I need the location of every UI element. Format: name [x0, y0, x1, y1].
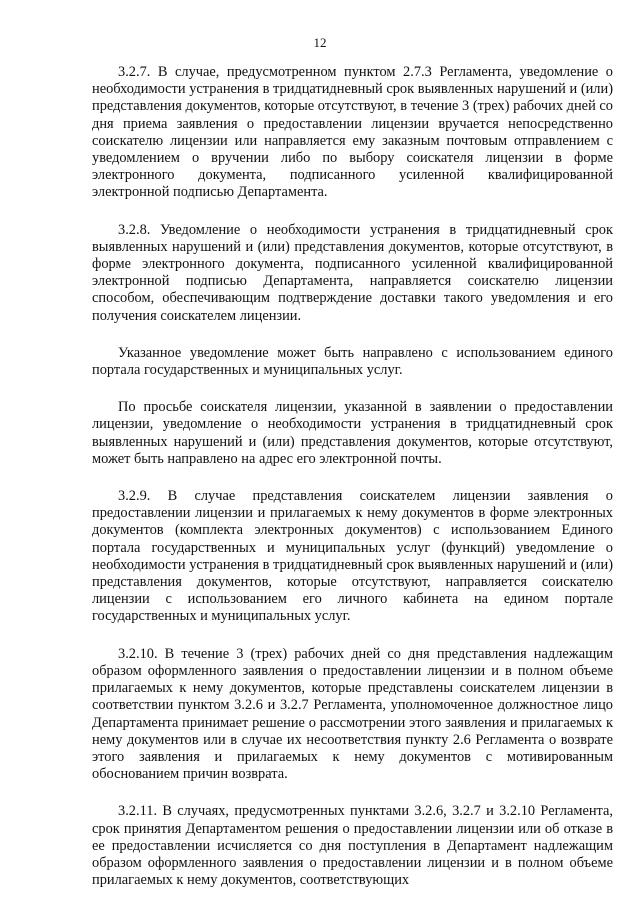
paragraph-3-2-8: 3.2.8. Уведомление о необходимости устранения в тридцатидневный срок выявленных нарушений и (или) представления документов, которые отсутствуют, в форме электронного документа, подписанного усиленной квалифицированной электронной подписью Департамента, направляется соискателю лицензии способом, обеспечивающим подтверждение доставки такого уведомления и его получения соискателем лицензии. [92, 221, 613, 324]
page-number: 12 [313, 35, 327, 50]
paragraph-3-2-11: 3.2.11. В случаях, предусмотренных пунктами 3.2.6, 3.2.7 и 3.2.10 Регламента, срок принятия Департаментом решения о предоставлении лицензии или об отказе в ее предоставлении исчисляется со дня поступления в Департамент надлежащим образом оформленного заявления о предоставлении лицензии и в полном объеме прилагаемых к нему документов, соответствующих [92, 803, 613, 889]
document-body [92, 64, 613, 889]
paragraph-notification-portal: Указанное уведомление может быть направлено с использованием единого портала государственных и муниципальных услуг. [92, 344, 613, 379]
paragraph-3-2-9: 3.2.9. В случае представления соискателем лицензии заявления о предоставлении лицензии и прилагаемых к нему документов в форме электронных документов (комплекта электронных документов) с использованием Единого портала государственных и муниципальных услуг (функций) уведомление о необходимости устранения в тридцатидневный срок выявленных нарушений и (или) представления документов, которые отсутствуют, направляется соискателю лицензии с использованием его личного кабинета на едином портале государственных и муниципальных услуг. [92, 488, 613, 625]
paragraph-3-2-10: 3.2.10. В течение 3 (трех) рабочих дней со дня представления надлежащим образом оформленного заявления о предоставлении лицензии и в полном объеме прилагаемых к нему документов, которые представлены соискателем лицензии в соответствии пунктом 3.2.6 и 3.2.7 Регламента, уполномоченное должностное лицо Департамента принимает решение о рассмотрении этого заявления и прилагаемых к нему документов или в случае их несоответствия пункту 2.6 Регламента о возврате этого заявления и прилагаемых к нему документов с мотивированным обоснованием причин возврата. [92, 645, 613, 783]
paragraph-email-request: По просьбе соискателя лицензии, указанной в заявлении о предоставлении лицензии, уведомление о необходимости устранения в тридцатидневный срок выявленных нарушений и (или) представления документов, которые отсутствуют, может быть направлено на адрес его электронной почты. [92, 399, 613, 467]
paragraph-3-2-7: 3.2.7. В случае, предусмотренном пунктом 2.7.3 Регламента, уведомление о необходимости устранения в тридцатидневный срок выявленных нарушений и (или) представления документов, которые отсутствуют, в течение 3 (трех) рабочих дней со дня приема заявления о предоставлении лицензии вручается непосредственно соискателю лицензии или направляется ему заказным почтовым отправлением с уведомлением о вручении либо по выбору соискателя лицензии в форме электронного документа, подписанного усиленной квалифицированной электронной подписью Департамента. [92, 64, 613, 201]
